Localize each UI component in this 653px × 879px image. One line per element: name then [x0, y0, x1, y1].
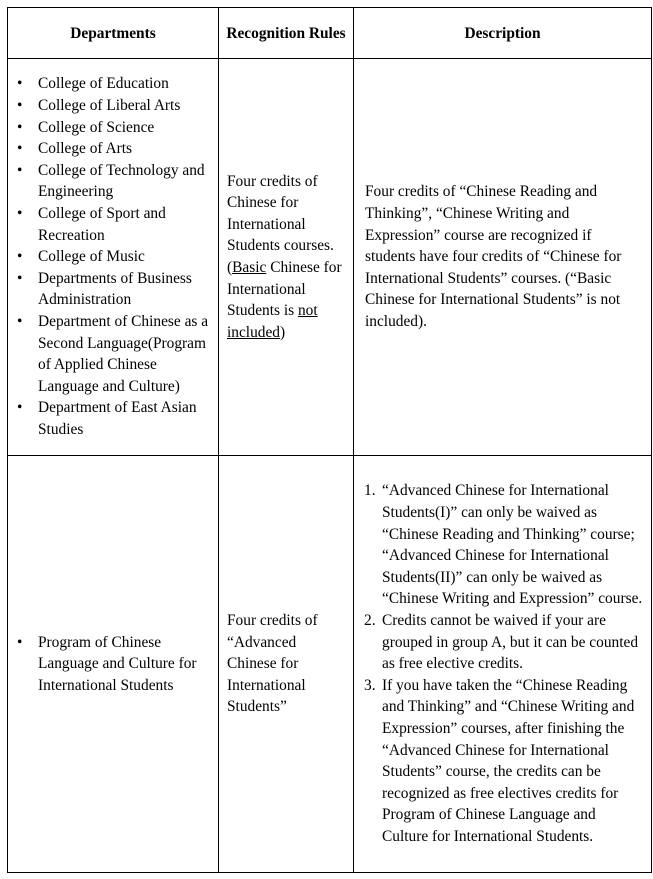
bullet-icon: •: [17, 205, 23, 223]
header-departments: Departments: [8, 8, 219, 59]
recognition-rule-cell: [219, 456, 354, 873]
bullet-icon: •: [17, 75, 23, 93]
list-item: [8, 311, 214, 397]
rule-middle: Chinese for International Students is: [227, 259, 342, 320]
list-item: [8, 203, 214, 246]
recognition-rule-cell: [219, 59, 354, 456]
bullet-icon: •: [17, 399, 23, 417]
department-name: Department of Chinese as a Second Language(Program of Applied Chinese Language and Culture): [38, 312, 209, 395]
bullet-icon: •: [17, 118, 23, 136]
item-number: 1.: [364, 482, 376, 500]
item-text: Credits cannot be waived if your are grouped in group A, but it can be counted as free elective credits.: [382, 612, 639, 673]
department-name: College of Liberal Arts: [38, 97, 181, 115]
rule-intro: Four credits of Chinese for International Students courses.: [227, 172, 334, 255]
department-name: Departments of Business Administration: [38, 269, 192, 309]
credit-recognition-table: [7, 7, 652, 873]
list-item: [8, 160, 214, 203]
list-item: [364, 610, 645, 675]
bullet-icon: •: [17, 269, 23, 287]
description-list: [364, 477, 645, 850]
departments-cell: [8, 456, 219, 873]
departments-cell: [8, 59, 219, 456]
list-item: [364, 675, 645, 848]
departments-list: [8, 629, 218, 700]
department-name: College of Technology and Engineering: [38, 161, 205, 201]
header-description: Description: [354, 8, 652, 59]
rule-text: Four credits of “Advanced Chinese for International Students”: [227, 612, 318, 716]
list-item: [8, 397, 214, 440]
item-text: If you have taken the “Chinese Reading and Thinking” and “Chinese Writing and Expression” courses, after finishing the “Advanced Chinese for International Students” course, the credits can be recognized as free electives credits for Program of Chinese Language and Culture for International Students.: [382, 676, 635, 845]
list-item: [364, 480, 645, 610]
description-cell: [354, 59, 652, 456]
description-text: Four credits of “Chinese Reading and Thinking”, “Chinese Writing and Expression” course are recognized if students have four credits of “Chinese for International Students” courses. (“Basic Chinese for International Students” is not included).: [365, 183, 622, 330]
list-item: [8, 632, 214, 697]
rule-basic-underlined: Basic: [232, 259, 267, 276]
list-item: [8, 73, 214, 95]
item-number: 2.: [364, 612, 376, 630]
header-recognition-rules: Recognition Rules: [219, 8, 354, 59]
item-number: 3.: [364, 676, 376, 694]
bullet-icon: •: [17, 633, 23, 651]
list-item: [8, 246, 214, 268]
bullet-icon: •: [17, 161, 23, 179]
department-name: College of Education: [38, 75, 169, 93]
rule-paren-open: (: [227, 259, 233, 276]
list-item: [8, 95, 214, 117]
bullet-icon: •: [17, 248, 23, 266]
department-name: College of Sport and Recreation: [38, 205, 166, 244]
item-text: “Advanced Chinese for International Students(I)” can only be waived as “Chinese Reading and Thinking” course; “Advanced Chinese for International Students(II)” can only be waived as “Chinese Writing and Expression” course.: [382, 482, 643, 608]
department-name: Program of Chinese Language and Culture for International Students: [38, 633, 197, 694]
bullet-icon: •: [17, 312, 23, 330]
department-name: Department of East Asian Studies: [38, 399, 197, 438]
bullet-icon: •: [17, 97, 23, 115]
list-item: [8, 268, 214, 311]
table-row: [8, 59, 652, 456]
department-name: College of Science: [38, 118, 155, 136]
table-header-row: [8, 8, 652, 59]
bullet-icon: •: [17, 140, 23, 158]
department-name: College of Music: [38, 248, 145, 266]
table-row: [8, 456, 652, 873]
department-name: College of Arts: [38, 140, 133, 158]
rule-not-included-underlined: not included: [227, 302, 318, 341]
description-cell: [354, 456, 652, 873]
list-item: [8, 117, 214, 139]
list-item: [8, 138, 214, 160]
rule-paren-close: ): [280, 323, 286, 341]
departments-list: [8, 70, 218, 443]
